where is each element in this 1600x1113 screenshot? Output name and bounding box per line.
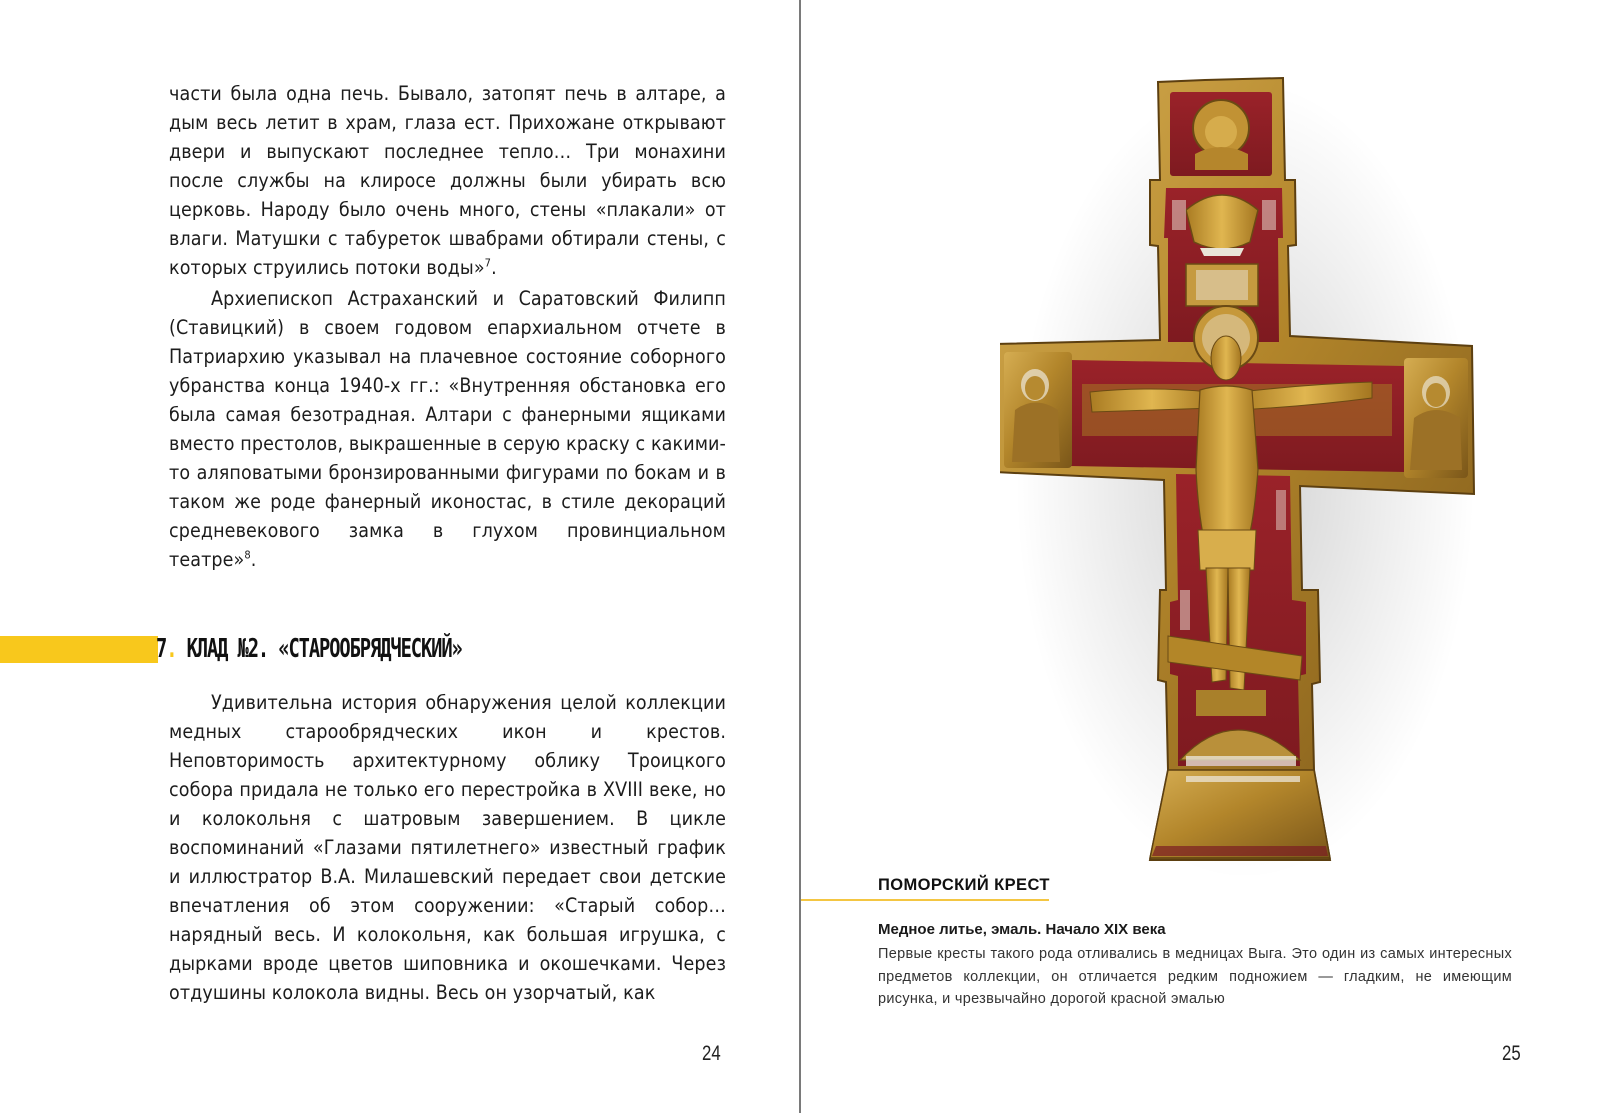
- section-number-dot: .: [166, 634, 177, 664]
- pomor-cross-photo: [1000, 70, 1480, 890]
- page-number-left: 24: [702, 1042, 721, 1065]
- footnote-ref[interactable]: 7: [484, 256, 492, 270]
- paragraph-continued: [169, 79, 726, 282]
- caption-accent-rule: [801, 899, 1049, 901]
- section-title: КЛАД №2. «СТАРООБРЯДЧЕСКИЙ»: [176, 634, 462, 664]
- paragraph-text: части была одна печь. Бывало, затопят печь в алтаре, а дым весь летит в храм, глаза ест. Прихожане открывают двери и выпускают последнее тепло… Три монахини после службы на клиросе должны были убирать всю церковь. Народу было очень много, стены «плакали» от влаги. Матушки с табуреток швабрами обтирали стены, с которых струились потоки воды»: [169, 82, 726, 279]
- section-accent-bar: [0, 636, 158, 663]
- page-number-right: 25: [1502, 1042, 1521, 1065]
- caption-title: ПОМОРСКИЙ КРЕСТ: [878, 876, 1050, 894]
- paragraph-end: .: [491, 256, 497, 279]
- caption-body: Первые кресты такого рода отливались в медницах Выга. Это один из самых интересных предметов коллекции, он отличается редким подножием — гладким, не имеющим рисунка, и чрезвычайно дорогой красной эмалью: [878, 946, 1512, 1007]
- caption-subtitle: Медное литье, эмаль. Начало XIX века: [878, 921, 1166, 938]
- paragraph-discovery: [169, 688, 726, 1007]
- section-number: 7: [156, 634, 167, 664]
- paragraph-text: Удивительна история обнаружения целой коллекции медных старообрядческих икон и крестов. Неповторимость архитектурному облику Троицкого собора придала не только его перестройка в XVIII веке, но и колокольня с шатровым завершением. В цикле воспоминаний «Глазами пятилетнего» известный график и иллюстратор В.А. Милашевский передает свои детские впечатления об этом сооружении: «Старый собор… нарядный весь. И колокольня, как большая игрушка, с дырками вроде цветов шиповника и окошечками. Через отдушины колокола видны. Весь он узорчатый, как: [169, 691, 726, 1004]
- footnote-ref[interactable]: 8: [244, 548, 251, 562]
- paragraph-archbishop: [169, 284, 726, 574]
- section-heading: [156, 630, 462, 668]
- paragraph-text: Архиепископ Астраханский и Саратовский Филипп (Ставицкий) в своем годовом епархиальном отчете в Патриархию указывал на плачевное состояние соборного убранства конца 1940-х гг.: «Внутренняя обстановка его была самая безотрадная. Алтари с фанерными ящиками вместо престолов, выкрашенные в серую краску с какими-то аляповатыми бронзированными фигурами по бокам и в таком же роде фанерный иконостас, в стиле декораций средневекового замка в глухом провинциальном театре»: [169, 287, 726, 571]
- paragraph-end: .: [250, 548, 257, 571]
